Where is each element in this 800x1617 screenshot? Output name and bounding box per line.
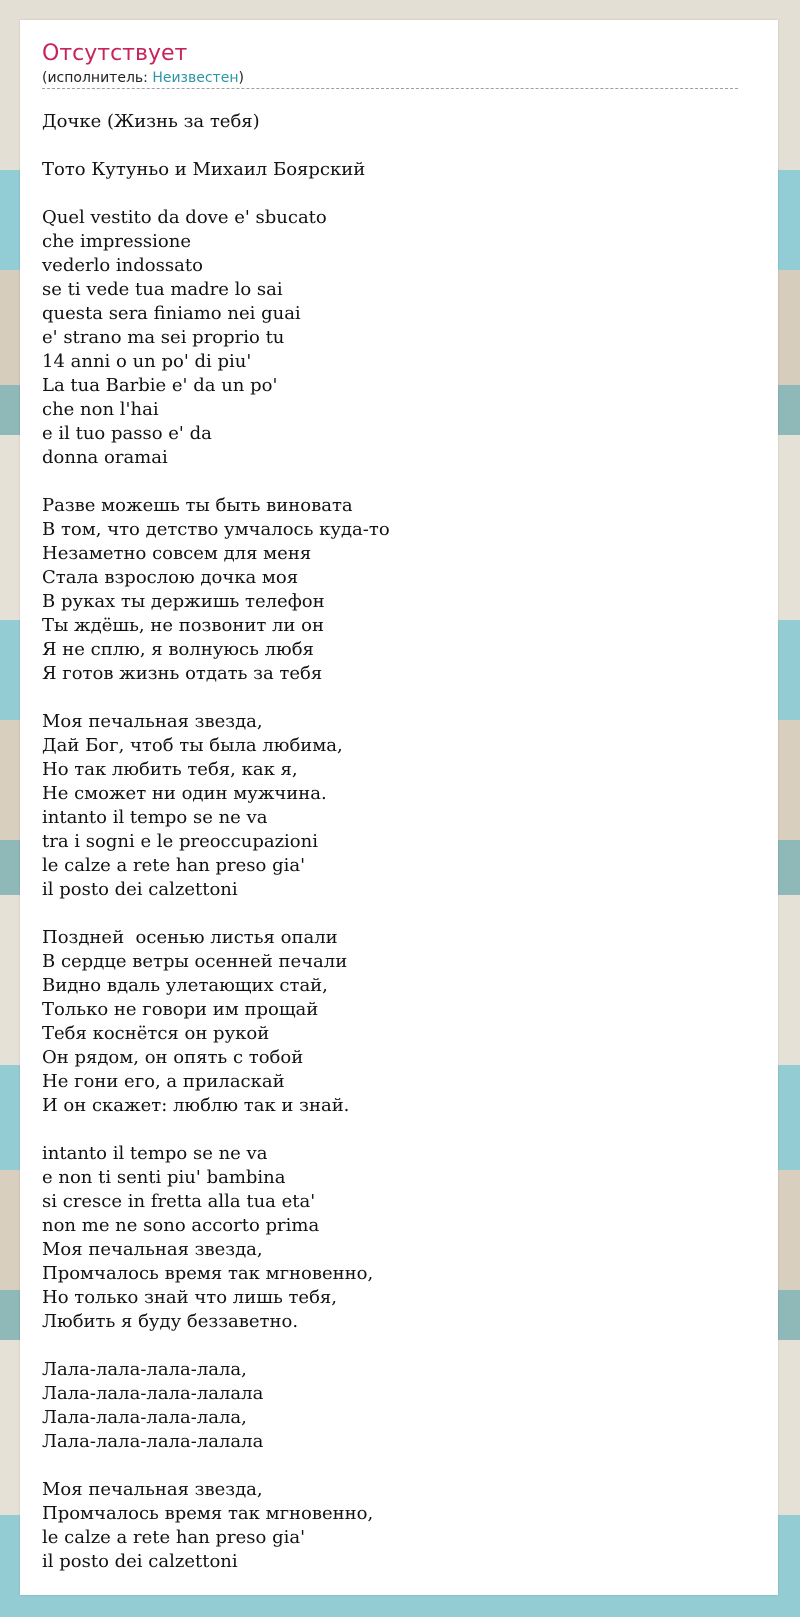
lyric-line: le calze a rete han preso gia' (42, 855, 306, 876)
lyric-line: questa sera finiamo nei guai (42, 303, 301, 324)
lyric-line: Я не сплю, я волнуюсь любя (42, 639, 314, 660)
lyric-line: В руках ты держишь телефон (42, 591, 325, 612)
stanza-break (42, 1454, 742, 1478)
stanza-break (42, 1334, 742, 1358)
lyric-line: Моя печальная звезда, (42, 711, 263, 732)
lyric-line: che impressione (42, 231, 191, 252)
lyric-line: tra i sogni e le preoccupazioni (42, 831, 318, 852)
artist-suffix: ) (238, 70, 244, 86)
lyric-line: Моя печальная звезда, (42, 1239, 263, 1260)
lyric-line: И он скажет: люблю так и знай. (42, 1095, 350, 1116)
lyric-line: non me ne sono accorto prima (42, 1215, 320, 1236)
lyric-line: Моя печальная звезда, (42, 1479, 263, 1500)
lyric-line: Тебя коснётся он рукой (42, 1023, 270, 1044)
lyric-line: Но так любить тебя, как я, (42, 759, 298, 780)
artist-line (42, 69, 738, 89)
stanza-break (42, 182, 742, 206)
lyric-line: se ti vede tua madre lo sai (42, 279, 283, 300)
lyrics-text (42, 110, 742, 1574)
lyric-line: Лала-лала-лала-лалала (42, 1383, 264, 1404)
lyric-line: si cresce in fretta alla tua eta' (42, 1191, 316, 1212)
lyric-line: Стала взрослою дочка моя (42, 567, 299, 588)
lyric-line: Любить я буду беззаветно. (42, 1311, 299, 1332)
artist-prefix: (исполнитель: (42, 70, 153, 86)
lyric-line: le calze a rete han preso gia' (42, 1527, 306, 1548)
lyric-line: vederlo indossato (42, 255, 203, 276)
lyric-line: donna oramai (42, 447, 168, 468)
stanza-break (42, 902, 742, 926)
stanza-break (42, 1118, 742, 1142)
lyric-line: Лала-лала-лала-лала, (42, 1359, 247, 1380)
lyric-line: Только не говори им прощай (42, 999, 319, 1020)
artist-link[interactable]: Неизвестен (152, 70, 239, 86)
lyric-line: e' strano ma sei proprio tu (42, 327, 285, 348)
lyric-line: В сердце ветры осенней печали (42, 951, 348, 972)
lyric-line: Не гони его, а приласкай (42, 1071, 285, 1092)
lyric-line: Незаметно совсем для меня (42, 543, 312, 564)
lyric-line: Дочке (Жизнь за тебя) (42, 111, 260, 132)
lyrics-card (20, 20, 778, 1595)
lyric-line: Но только знай что лишь тебя, (42, 1287, 337, 1308)
lyric-line: В том, что детство умчалось куда-то (42, 519, 390, 540)
lyric-line: 14 anni o un po' di piu' (42, 351, 252, 372)
lyric-line: Промчалось время так мгновенно, (42, 1263, 374, 1284)
lyric-line: Лала-лала-лала-лала, (42, 1407, 247, 1428)
stanza-break (42, 686, 742, 710)
lyric-line: e non ti senti piu' bambina (42, 1167, 286, 1188)
lyric-line: Лала-лала-лала-лалала (42, 1431, 264, 1452)
lyric-line: Поздней осенью листья опали (42, 927, 338, 948)
lyric-line: Дай Бог, чтоб ты была любима, (42, 735, 343, 756)
lyric-line: Видно вдаль улетающих стай, (42, 975, 328, 996)
lyric-line: Не сможет ни один мужчина. (42, 783, 327, 804)
lyric-line: Ты ждёшь, не позвонит ли он (42, 615, 324, 636)
song-title: Отсутствует (42, 41, 188, 66)
lyric-line: Промчалось время так мгновенно, (42, 1503, 374, 1524)
stanza-break (42, 134, 742, 158)
lyric-line: La tua Barbie e' da un po' (42, 375, 278, 396)
lyric-line: il posto dei calzettoni (42, 879, 238, 900)
lyric-line: Я готов жизнь отдать за тебя (42, 663, 323, 684)
lyric-line: intanto il tempo se ne va (42, 1143, 268, 1164)
lyric-line: e il tuo passo e' da (42, 423, 212, 444)
lyric-line: intanto il tempo se ne va (42, 807, 268, 828)
lyric-line: il posto dei calzettoni (42, 1551, 238, 1572)
lyric-line: Quel vestito da dove e' sbucato (42, 207, 327, 228)
lyric-line: Тото Кутуньо и Михаил Боярский (42, 159, 366, 180)
lyric-line: Разве можешь ты быть виновата (42, 495, 353, 516)
lyric-line: Он рядом, он опять с тобой (42, 1047, 304, 1068)
lyric-line: che non l'hai (42, 399, 159, 420)
stanza-break (42, 470, 742, 494)
